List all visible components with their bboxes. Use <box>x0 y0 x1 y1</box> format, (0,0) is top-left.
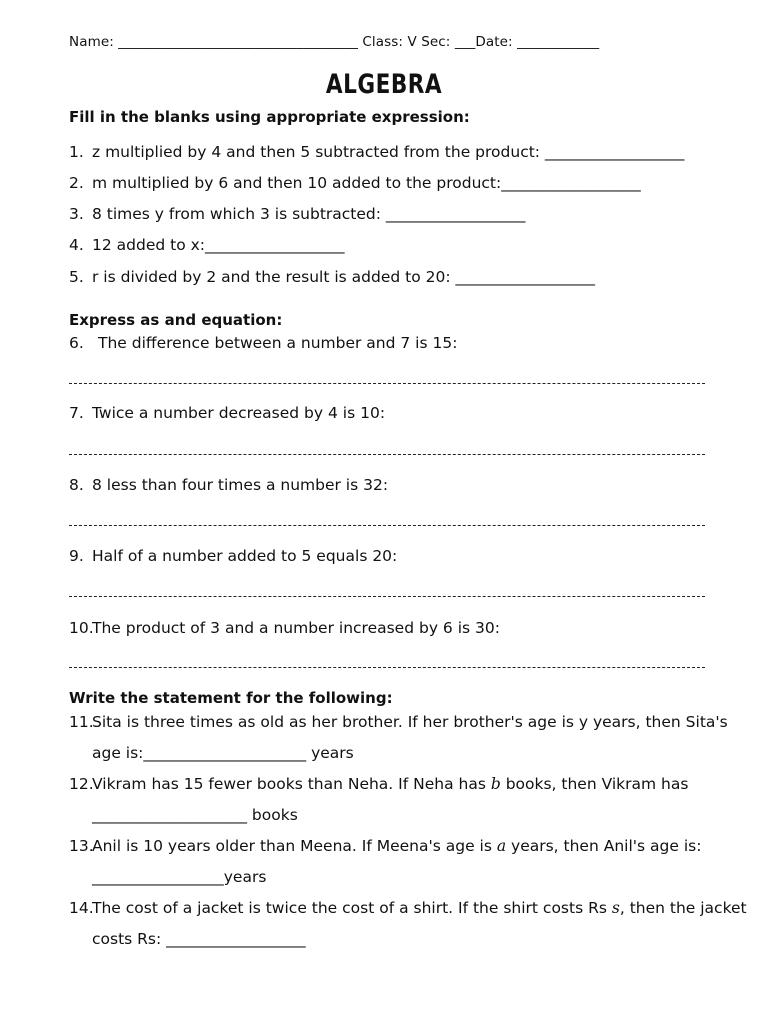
question-text: m multiplied by 6 and then 10 added to the product:__________________ <box>92 174 641 192</box>
question-text: Anil is 10 years older than Meena. If Meena's age is a years, then Anil's age is: <box>92 837 702 855</box>
question-text: 8 less than four times a number is 32: <box>92 476 389 494</box>
answer-blank-line[interactable] <box>69 525 705 526</box>
question-text: The product of 3 and a number increased by 6 is 30: <box>92 619 500 637</box>
variable: b <box>490 775 501 793</box>
question-answer-line: costs Rs: __________________ <box>92 930 306 948</box>
question-text: z multiplied by 4 and then 5 subtracted from the product: __________________ <box>92 143 685 161</box>
question-number: 6. <box>69 334 84 352</box>
section-heading-equations: Express as and equation: <box>69 311 283 329</box>
question-text: The cost of a jacket is twice the cost of a shirt. If the shirt costs Rs s, then the jacket <box>92 899 747 917</box>
question-answer-line: _________________years <box>92 868 267 886</box>
question-text: 12 added to x:__________________ <box>92 236 345 254</box>
question-answer-line: age is:_____________________ years <box>92 744 354 762</box>
question-number: 13. <box>69 837 94 855</box>
answer-blank-line[interactable] <box>69 667 705 668</box>
question-number: 12. <box>69 775 94 793</box>
question-text: Half of a number added to 5 equals 20: <box>92 547 398 565</box>
question-text: Twice a number decreased by 4 is 10: <box>92 404 386 422</box>
section-heading-statements: Write the statement for the following: <box>69 689 393 707</box>
answer-blank-line[interactable] <box>69 596 705 597</box>
question-number: 9. <box>69 547 84 565</box>
question-text: 8 times y from which 3 is subtracted: __________________ <box>92 205 526 223</box>
question-text: The difference between a number and 7 is 15: <box>98 334 458 352</box>
section-heading-fill-blanks: Fill in the blanks using appropriate expression: <box>69 108 470 126</box>
answer-blank-line[interactable] <box>69 454 705 455</box>
header-line: Name: ___________________________________ Class: V Sec: ___Date: ____________ <box>69 34 600 50</box>
question-number: 8. <box>69 476 84 494</box>
question-number: 7. <box>69 404 84 422</box>
variable: a <box>496 837 507 855</box>
question-number: 1. <box>69 143 84 161</box>
question-text: r is divided by 2 and the result is added to 20: __________________ <box>92 268 595 286</box>
question-number: 5. <box>69 268 84 286</box>
question-number: 4. <box>69 236 84 254</box>
worksheet-title: ALGEBRA <box>325 68 443 100</box>
question-number: 11. <box>69 713 94 731</box>
question-number: 10. <box>69 619 94 637</box>
answer-blank-line[interactable] <box>69 383 705 384</box>
variable: s <box>611 899 620 917</box>
question-text: Vikram has 15 fewer books than Neha. If Neha has b books, then Vikram has <box>92 775 689 793</box>
question-text: Sita is three times as old as her brother. If her brother's age is y years, then Sita's <box>92 713 728 731</box>
question-number: 2. <box>69 174 84 192</box>
question-number: 14. <box>69 899 94 917</box>
question-answer-line: ____________________ books <box>92 806 298 824</box>
question-number: 3. <box>69 205 84 223</box>
